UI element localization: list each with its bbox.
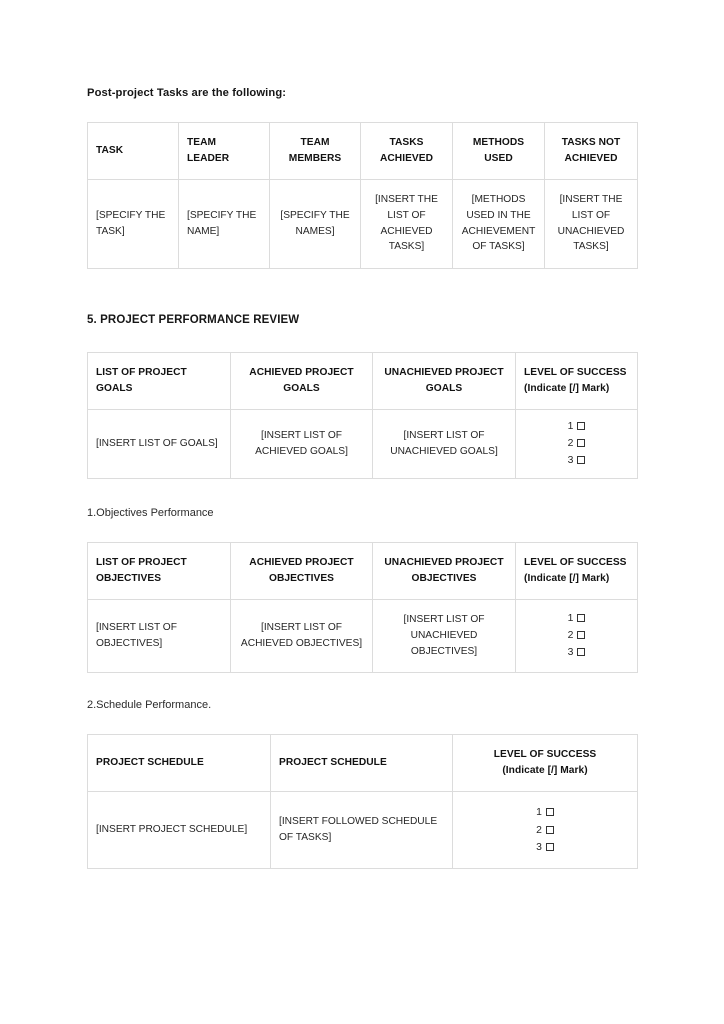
spacer xyxy=(87,673,637,698)
header-level-of-success-line2: (Indicate [/] Mark) xyxy=(524,572,610,584)
document-body xyxy=(87,86,637,869)
table-row xyxy=(88,599,638,672)
header-unachieved-project-goals: UNACHIEVED PROJECT GOALS xyxy=(373,352,516,409)
cell-unachieved-goals[interactable]: [INSERT LIST OF UNACHIEVED GOALS] xyxy=(373,409,516,478)
project-objectives-table xyxy=(87,542,638,673)
level-option-1[interactable]: 1 xyxy=(524,610,629,627)
cell-achieved-objectives[interactable]: [INSERT LIST OF ACHIEVED OBJECTIVES] xyxy=(231,599,373,672)
level-option-2[interactable]: 2 xyxy=(524,627,629,644)
checkbox-empty-icon[interactable] xyxy=(577,422,585,430)
header-achieved-project-goals: ACHIEVED PROJECT GOALS xyxy=(231,352,373,409)
table-header-row xyxy=(88,122,638,179)
level-option-1[interactable]: 1 xyxy=(524,418,629,435)
spacer xyxy=(87,328,637,352)
header-tasks-not-achieved: TASKS NOT ACHIEVED xyxy=(545,122,638,179)
checkbox-empty-icon[interactable] xyxy=(546,826,554,834)
spacer xyxy=(87,479,637,506)
level-option-2[interactable]: 2 xyxy=(524,435,629,452)
checkbox-empty-icon[interactable] xyxy=(577,631,585,639)
header-team-members: TEAM MEMBERS xyxy=(270,122,361,179)
header-tasks-achieved: TASKS ACHIEVED xyxy=(361,122,453,179)
header-level-of-success xyxy=(516,542,638,599)
table-row xyxy=(88,179,638,268)
post-project-tasks-table xyxy=(87,122,638,269)
table-row xyxy=(88,792,638,869)
project-schedule-table xyxy=(87,734,638,869)
cell-list-of-objectives[interactable]: [INSERT LIST OF OBJECTIVES] xyxy=(88,599,231,672)
cell-tasks-not-achieved[interactable]: [INSERT THE LIST OF UNACHIEVED TASKS] xyxy=(545,179,638,268)
cell-list-of-goals[interactable]: [INSERT LIST OF GOALS] xyxy=(88,409,231,478)
checkbox-empty-icon[interactable] xyxy=(577,439,585,447)
spacer xyxy=(87,520,637,542)
project-goals-table xyxy=(87,352,638,479)
level-of-success-options xyxy=(524,418,629,469)
header-list-of-project-goals: LIST OF PROJECT GOALS xyxy=(88,352,231,409)
level-of-success-options xyxy=(461,804,629,855)
cell-followed-schedule[interactable]: [INSERT FOLLOWED SCHEDULE OF TASKS] xyxy=(271,792,453,869)
checkbox-empty-icon[interactable] xyxy=(577,456,585,464)
subheading-schedule-performance: 2.Schedule Performance. xyxy=(87,698,212,711)
header-level-of-success xyxy=(453,735,638,792)
header-project-schedule-planned: PROJECT SCHEDULE xyxy=(88,735,271,792)
level-option-3[interactable]: 3 xyxy=(461,839,629,856)
level-option-3[interactable]: 3 xyxy=(524,644,629,661)
checkbox-empty-icon[interactable] xyxy=(546,808,554,816)
header-level-of-success-line2: (Indicate [/] Mark) xyxy=(524,382,610,394)
header-methods-used: METHODS USED xyxy=(453,122,545,179)
cell-methods-used[interactable]: [METHODS USED IN THE ACHIEVEMENT OF TASKS] xyxy=(453,179,545,268)
table-header-row xyxy=(88,542,638,599)
table-header-row xyxy=(88,735,638,792)
header-list-of-project-objectives: LIST OF PROJECT OBJECTIVES xyxy=(88,542,231,599)
page-title: 5. PROJECT PERFORMANCE REVIEW xyxy=(87,313,300,326)
header-level-of-success-line1: LEVEL OF SUCCESS xyxy=(524,556,627,568)
cell-team-leader[interactable]: [SPECIFY THE NAME] xyxy=(179,179,270,268)
cell-achieved-goals[interactable]: [INSERT LIST OF ACHIEVED GOALS] xyxy=(231,409,373,478)
spacer xyxy=(87,712,637,734)
header-achieved-project-objectives: ACHIEVED PROJECT OBJECTIVES xyxy=(231,542,373,599)
subheading-objectives-performance: 1.Objectives Performance xyxy=(87,506,214,519)
header-unachieved-project-objectives: UNACHIEVED PROJECT OBJECTIVES xyxy=(373,542,516,599)
header-level-of-success xyxy=(516,352,638,409)
level-option-3[interactable]: 3 xyxy=(524,452,629,469)
level-option-2[interactable]: 2 xyxy=(461,822,629,839)
level-option-1[interactable]: 1 xyxy=(461,804,629,821)
cell-level-of-success xyxy=(516,599,638,672)
checkbox-empty-icon[interactable] xyxy=(546,843,554,851)
cell-unachieved-objectives[interactable]: [INSERT LIST OF UNACHIEVED OBJECTIVES] xyxy=(373,599,516,672)
header-level-of-success-line1: LEVEL OF SUCCESS xyxy=(493,749,597,761)
post-project-tasks-intro: Post-project Tasks are the following: xyxy=(87,87,287,99)
header-project-schedule-followed: PROJECT SCHEDULE xyxy=(271,735,453,792)
cell-project-schedule[interactable]: [INSERT PROJECT SCHEDULE] xyxy=(88,792,271,869)
cell-level-of-success xyxy=(453,792,638,869)
cell-level-of-success xyxy=(516,409,638,478)
header-level-of-success-line2: (Indicate [/] Mark) xyxy=(502,765,588,777)
table-row xyxy=(88,409,638,478)
cell-team-members[interactable]: [SPECIFY THE NAMES] xyxy=(270,179,361,268)
cell-task[interactable]: [SPECIFY THE TASK] xyxy=(88,179,179,268)
checkbox-empty-icon[interactable] xyxy=(577,614,585,622)
cell-tasks-achieved[interactable]: [INSERT THE LIST OF ACHIEVED TASKS] xyxy=(361,179,453,268)
checkbox-empty-icon[interactable] xyxy=(577,648,585,656)
table-header-row xyxy=(88,352,638,409)
header-level-of-success-line1: LEVEL OF SUCCESS xyxy=(524,366,627,378)
spacer xyxy=(87,269,637,313)
header-team-leader: TEAM LEADER xyxy=(179,122,270,179)
header-task: TASK xyxy=(88,122,179,179)
level-of-success-options xyxy=(524,610,629,661)
